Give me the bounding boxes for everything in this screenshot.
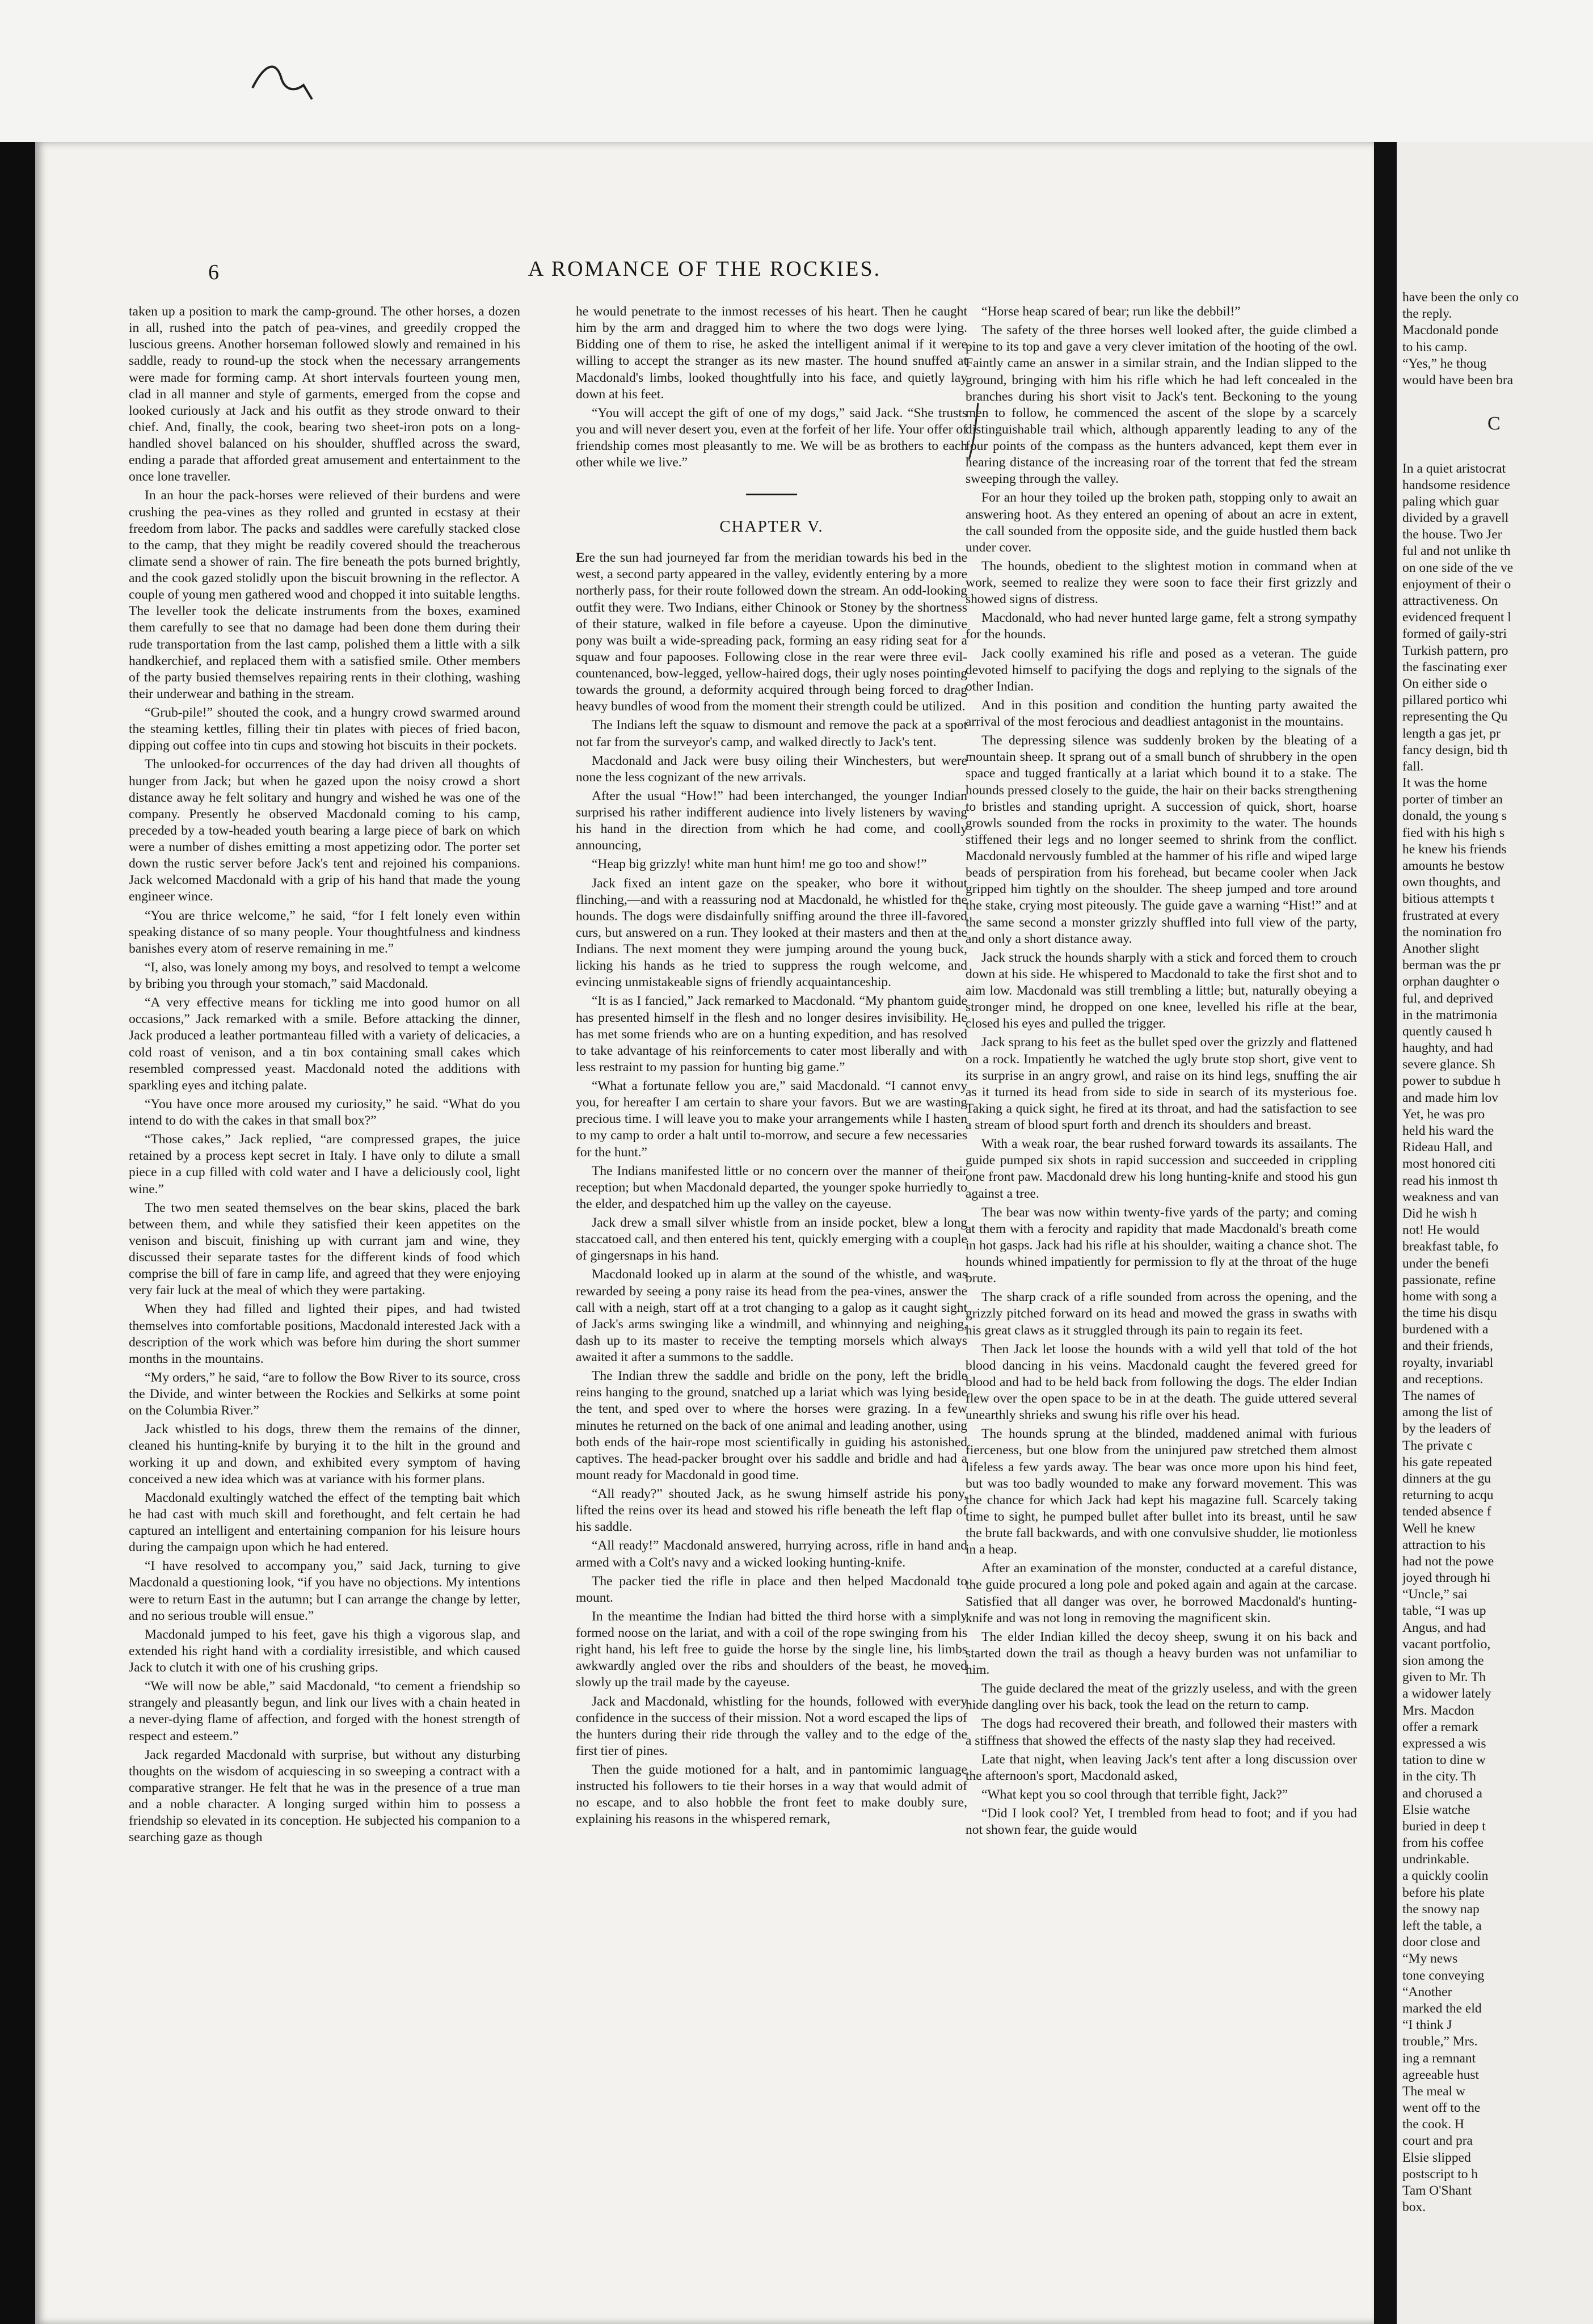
adjacent-page-line: sion among the bbox=[1402, 1653, 1484, 1668]
adjacent-page-line: the time his disqu bbox=[1402, 1306, 1497, 1321]
paragraph: Ere the sun had journeyed far from the meridian towards his bed in the west, a second party appeared in the valley, evidently entering by a more northerly pass, for their route followed down the stream. An odd-looking outfit they were. Two Indians, either Chinook or Stoney by the shortness of their stature, walked in file before a cayeuse. Upon the diminutive pony was built a wide-spreading pack, forming an easy riding seat for a squaw and four papooses. Following close in the rear were three evil-countenanced, bow-legged, yellow-haired dogs, their ugly noses pointing towards the ground, a deformity acquired through being forced to drag heavy bundles of wood from the moment their strength could be utilized. bbox=[576, 550, 967, 714]
adjacent-page-line: length a gas jet, pr bbox=[1402, 726, 1501, 741]
paragraph: “We will now be able,” said Macdonald, “to cement a friendship so strangely and pleasantly begun, and link our lives with a chain heated in a never-dying flame of affection, and forged with the honest strength of respect and esteem.” bbox=[129, 1679, 520, 1744]
adjacent-page-line: frustrated at every bbox=[1402, 908, 1499, 923]
paragraph: Jack regarded Macdonald with surprise, but without any disturbing thoughts on the wisdom of acquiescing in so sweeping a contract with a comparative stranger. He felt that he was in the presence of a true man and a noble character. A longing surged within him to possess a friendship so elevated in its conception. He subjected his companion to a searching gaze as though bbox=[129, 1747, 520, 1845]
adjacent-page-line: tone conveying bbox=[1402, 1968, 1485, 1983]
page-gutter bbox=[1374, 142, 1397, 2324]
text-column-2 bbox=[576, 304, 967, 2233]
adjacent-page-line: a widower lately bbox=[1402, 1686, 1491, 1702]
adjacent-page-line: before his plate bbox=[1402, 1885, 1485, 1900]
adjacent-page-fragment bbox=[1397, 142, 1593, 2324]
paragraph: The safety of the three horses well looked after, the guide climbed a pine to its top and gave a very clever imitation of the hooting of the owl. Faintly came an answer in a similar strain, and the Indian slipped to the ground, bringing with him his rifle which he had left concealed in the branches during his short visit to Jack's tent. Beckoning to the young men to follow, he commenced the ascent of the slope by a scarcely distinguishable trail which, although apparently leading to any of the four points of the compass as the hunters advanced, kept them ever in hearing distance of the increasing roar of the torrent that fed the stream sweeping through the valley. bbox=[966, 323, 1357, 487]
text-column-1 bbox=[129, 304, 520, 2233]
adjacent-page-line: most honored citi bbox=[1402, 1156, 1496, 1172]
adjacent-page-line: and made him lov bbox=[1402, 1090, 1499, 1105]
adjacent-page-line: door close and bbox=[1402, 1935, 1481, 1950]
adjacent-page-line: the reply. bbox=[1402, 306, 1452, 322]
adjacent-page-line: held his ward the bbox=[1402, 1123, 1494, 1138]
adjacent-page-line: evidenced frequent l bbox=[1402, 610, 1511, 625]
adjacent-page-line: ful and not unlike th bbox=[1402, 544, 1511, 559]
adjacent-page-line: ful, and deprived bbox=[1402, 991, 1493, 1006]
adjacent-page-line: marked the eld bbox=[1402, 2001, 1482, 2016]
adjacent-page-line: and receptions. bbox=[1402, 1371, 1484, 1387]
paragraph: The two men seated themselves on the bear skins, placed the bark between them, and while they satisfied their keen appetites on the venison and biscuit, finishing up with currant jam and wine, they discussed their separate tastes for the different kinds of food which comprise the bill of fare in camp life, and agreed that they were enjoying very fair luck at the meal of which they were partaking. bbox=[129, 1200, 520, 1298]
adjacent-page-line: trouble,” Mrs. bbox=[1402, 2034, 1478, 2049]
adjacent-page-line: expressed a wis bbox=[1402, 1736, 1486, 1751]
adjacent-page-line: Mrs. Macdon bbox=[1402, 1703, 1474, 1718]
adjacent-page-line: the snowy nap bbox=[1402, 1901, 1480, 1917]
paragraph: Macdonald jumped to his feet, gave his thigh a vigorous slap, and extended his right hand with a cordiality irresistible, and which caused Jack to clutch it with one of his crushing grips. bbox=[129, 1627, 520, 1675]
adjacent-page-line: court and pra bbox=[1402, 2133, 1473, 2149]
adjacent-page-line: The meal w bbox=[1402, 2083, 1465, 2099]
adjacent-page-line: vacant portfolio, bbox=[1402, 1636, 1491, 1652]
adjacent-page-line: Angus, and had bbox=[1402, 1620, 1486, 1635]
adjacent-page-line: Another slight bbox=[1402, 941, 1480, 956]
paragraph: Jack drew a small silver whistle from an inside pocket, blew a long staccatoed call, and then entered his tent, quickly emerging with a couple of gingersnaps in his hand. bbox=[576, 1215, 967, 1264]
adjacent-page-line: read his inmost th bbox=[1402, 1173, 1498, 1188]
adjacent-page-line: enjoyment of their o bbox=[1402, 576, 1511, 592]
paragraph: After an examination of the monster, conducted at a careful distance, the guide procured a long pole and poked again and again at the carcase. Satisfied that all danger was over, he borrowed Macdonald's hunting-knife and was not long in removing the magnificent skin. bbox=[966, 1561, 1357, 1626]
pen-scrawl-mark bbox=[250, 54, 318, 105]
adjacent-page-line: tended absence f bbox=[1402, 1504, 1491, 1519]
page-number: 6 bbox=[208, 260, 219, 284]
paragraph: Macdonald, who had never hunted large game, felt a strong sympathy for the hounds. bbox=[966, 611, 1357, 642]
adjacent-page-line bbox=[1402, 389, 1593, 405]
adjacent-page-line: under the benefi bbox=[1402, 1256, 1489, 1271]
paragraph: “I, also, was lonely among my boys, and resolved to tempt a welcome by bribing you through your stomach,” said Macdonald. bbox=[129, 959, 520, 991]
adjacent-page-line: handsome residence bbox=[1402, 477, 1510, 492]
adjacent-page-line: In a quiet aristocrat bbox=[1402, 461, 1506, 476]
running-head: A ROMANCE OF THE ROCKIES. bbox=[528, 257, 882, 281]
adjacent-page-line: fancy design, bid th bbox=[1402, 742, 1508, 757]
paragraph: The Indian threw the saddle and bridle on the pony, left the bridle reins hanging to the ground, snatched up a lariat which was lying beside the tent, and sped over to where the horses were grazing. In a few minutes he returned on the back of one animal and leading another, using both ends of the hair-rope most scientifically in guiding his astonished captives. The head-packer brought over his saddle and bridle and had a mount ready for Macdonald in good time. bbox=[576, 1369, 967, 1483]
adjacent-page-line: Turkish pattern, pro bbox=[1402, 643, 1508, 658]
adjacent-page-line: on one side of the ve bbox=[1402, 560, 1514, 575]
paragraph: “All ready?” shouted Jack, as he swung himself astride his pony, lifted the reins over its head and stowed his rifle beneath the left flap of his saddle. bbox=[576, 1487, 967, 1535]
adjacent-page-line: fall. bbox=[1402, 759, 1424, 774]
paragraph: The depressing silence was suddenly broken by the bleating of a mountain sheep. It sprang out of a small bunch of shrubbery in the open space and tugged frantically at a lariat which bound it to a stake. The hounds pressed closely to the guide, the hair on their backs strengthening to bristles and standing upright. A succession of quick, short, hoarse growls sounded from the rocks in proximity to the water. The hounds stiffened their legs and no longer seemed to shrink from the conflict. Macdonald nervously fumbled at the hammer of his rifle and wiped large beads of perspiration from his forehead, but became cooler when Jack gripped him tightly on the shoulder. The sheep jumped and tore around the stake, crying most piteously. The guide gave a warning “Hist!” and at the same second a monster grizzly shuffled into full view of the party, and only a short distance away. bbox=[966, 733, 1357, 946]
adjacent-page-line: postscript to h bbox=[1402, 2166, 1478, 2182]
adjacent-page-line: not! He would bbox=[1402, 1223, 1480, 1238]
adjacent-page-line: dinners at the gu bbox=[1402, 1471, 1491, 1486]
paragraph: Macdonald looked up in alarm at the sound of the whistle, and was rewarded by seeing a pony raise its head from the pea-vines, answer the call with a neigh, start off at a trot changing to a galop as it caught sight of Jack's arms swinging like a windmill, and whinnying and neighing, dash up to its master to receive the tempting morsels which always awaited it after a summons to the saddle. bbox=[576, 1267, 967, 1365]
paragraph: The packer tied the rifle in place and then helped Macdonald to mount. bbox=[576, 1573, 967, 1605]
paragraph: “You have once more aroused my curiosity,” he said. “What do you intend to do with the cakes in that small box?” bbox=[129, 1096, 520, 1128]
paragraph: The guide declared the meat of the grizzly useless, and with the green hide dangling over his back, took the lead on the return to camp. bbox=[966, 1681, 1357, 1713]
paragraph: The bear was now within twenty-five yards of the party; and coming at them with a ferocity and rapidity that made Macdonald's breath come in hot gasps. Jack had his rifle at his shoulder, waiting a chance shot. The hounds whined impatiently for permission to fly at the throat of the huge brute. bbox=[966, 1205, 1357, 1286]
adjacent-page-line: Yet, he was pro bbox=[1402, 1106, 1485, 1122]
adjacent-page-line: “My news bbox=[1402, 1951, 1458, 1967]
top-margin bbox=[0, 0, 1593, 142]
paragraph: The dogs had recovered their breath, and followed their masters with a stiffness that showed the effects of the nasty slap they had received. bbox=[966, 1716, 1357, 1748]
paragraph: “A very effective means for tickling me into good humor on all occasions,” Jack remarked with a smile. Before attacking the dinner, Jack produced a leather portmanteau filled with a variety of delicacies, a cold roast of venison, and a tin box containing small cakes which resembled compressed yeast. Macdonald noted the additions with sparkling eyes and itching palate. bbox=[129, 995, 520, 1093]
paragraph: With a weak roar, the bear rushed forward towards its assailants. The guide pumped six shots in rapid succession and succeeded in crippling one front paw. Macdonald drew his long hunting-knife and stood his gun against a tree. bbox=[966, 1136, 1357, 1201]
adjacent-page-line: fied with his high s bbox=[1402, 825, 1505, 840]
adjacent-page-line: amounts he bestow bbox=[1402, 858, 1505, 873]
paragraph: Jack sprang to his feet as the bullet sped over the grizzly and flattened on a rock. Impatiently he watched the ugly brute stop short, give vent to its surprise in an angry growl, and raise on its hind legs, snuffing the air as it turned its head from side to side in search of its mysterious foe. Taking a quick sight, he fired at its throat, and had the satisfaction to see a stream of blood spurt forth and drench its shoulders and breast. bbox=[966, 1035, 1357, 1132]
paragraph: In an hour the pack-horses were relieved of their burdens and were crushing the pea-vines as they rolled and grunted in ecstasy at their freedom from labor. The packs and saddles were carefully stacked close to the camp, that they might be readily covered should the treacherous climate send a shower of rain. The fire beneath the pots burned brightly, and the cook gazed stolidly upon the biscuit browning in the reflector. A couple of young men gathered wood and chopped it into suitable lengths. The leveller took the delicate instruments from the boxes, examined them carefully to see that no damage had been done them during their rude transportation from the last camp, polished them a little with a silk handkerchief, and replaced them with a satisfied smile. Other members of the party busied themselves repairing rents in their clothing, washing their underwear and bathing in the stream. bbox=[129, 488, 520, 701]
adjacent-page-line: own thoughts, and bbox=[1402, 875, 1501, 890]
paragraph: Late that night, when leaving Jack's tent after a long discussion over the afternoon's sport, Macdonald asked, bbox=[966, 1752, 1357, 1783]
adjacent-page-line bbox=[1402, 444, 1593, 460]
adjacent-page-line: had not the powe bbox=[1402, 1553, 1494, 1569]
adjacent-page-line: table, “I was up bbox=[1402, 1603, 1486, 1619]
adjacent-page-line: have been the only co bbox=[1402, 290, 1519, 305]
adjacent-page-line: “Yes,” he thoug bbox=[1402, 356, 1487, 371]
paragraph: In the meantime the Indian had bitted the third horse with a simply formed noose on the lariat, and with a coil of the rope swinging from his right hand, his left free to guide the horse by the single line, his limbs awkwardly angled over the ribs and shoulders of the beast, he moved slowly up the trail made by the cayeuse. bbox=[576, 1609, 967, 1690]
paragraph: The unlooked-for occurrences of the day had driven all thoughts of hunger from Jack; but when he gazed upon the noisy crowd a short distance away he felt solitary and hungry and wished he was one of the company. Presently he observed Macdonald coming to his camp, preceded by a tow-headed youth bearing a large piece of bark on which were a number of dishes emitting a most appetizing odor. The porter set down the rustic server before Jack's tent and rejoined his companions. Jack welcomed Macdonald with a grip of his hand that made the young engineer wince. bbox=[129, 757, 520, 904]
paragraph: The hounds, obedient to the slightest motion in command when at work, seemed to realize they were soon to face their first grizzly and showed signs of distress. bbox=[966, 558, 1357, 607]
adjacent-page-line: a quickly coolin bbox=[1402, 1868, 1489, 1884]
paragraph: Macdonald and Jack were busy oiling their Winchesters, but were none the less cognizant of the new arrivals. bbox=[576, 753, 967, 785]
paragraph: “Horse heap scared of bear; run like the debbil!” bbox=[981, 304, 1241, 319]
paragraph: Jack coolly examined his rifle and posed as a veteran. The guide devoted himself to pacifying the dogs and replying to the signals of the other Indian. bbox=[966, 646, 1357, 694]
adjacent-page-line: went off to the bbox=[1402, 2100, 1481, 2116]
adjacent-page-line: The names of bbox=[1402, 1388, 1475, 1403]
adjacent-page-line: Rideau Hall, and bbox=[1402, 1140, 1493, 1155]
adjacent-page-line: returning to acqu bbox=[1402, 1488, 1494, 1503]
adjacent-page-line: among the list of bbox=[1402, 1405, 1493, 1420]
adjacent-page-line: Elsie watche bbox=[1402, 1802, 1470, 1817]
paragraph: “I have resolved to accompany you,” said Jack, turning to give Macdonald a questioning look, “if you have no objections. My intentions were to return East in the autumn; but I can arrange the change by letter, and no serious trouble will ensue.” bbox=[129, 1559, 520, 1623]
adjacent-page-line: “Another bbox=[1402, 1984, 1452, 1999]
adjacent-page-line: Tam O'Shant bbox=[1402, 2183, 1472, 2198]
paragraph: Jack struck the hounds sharply with a stick and forced them to crouch down at his side. He whispered to Macdonald to take the first shot and to aim low. Macdonald was still trembling a little; but, naturally obeying a stronger mind, he dropped on one knee, levelled his rifle at the bear, closed his eyes and pulled the trigger. bbox=[966, 950, 1357, 1032]
paragraph: “Heap big grizzly! white man hunt him! me go too and show!” bbox=[592, 857, 927, 872]
adjacent-page-line: Well he knew bbox=[1402, 1521, 1476, 1536]
adjacent-page-line: Did he wish h bbox=[1402, 1206, 1477, 1221]
adjacent-page-line: buried in deep t bbox=[1402, 1818, 1486, 1834]
paragraph: “Grub-pile!” shouted the cook, and a hungry crowd swarmed around the steaming kettles, filling their tin plates with pieces of fried bacon, dipping out coffee into tin cups and stowing hot biscuits in their pockets. bbox=[129, 705, 520, 753]
adjacent-page-line: in the city. Th bbox=[1402, 1769, 1476, 1784]
adjacent-page-line: royalty, invariabl bbox=[1402, 1355, 1494, 1370]
adjacent-page-line: to his camp. bbox=[1402, 339, 1468, 355]
paragraph: Jack and Macdonald, whistling for the hounds, followed with every confidence in the success of their mission. Not a word escaped the lips of the hunters during their ride through the valley and to the edge of the first tier of pines. bbox=[576, 1694, 967, 1758]
adjacent-page-line: bitious attempts t bbox=[1402, 891, 1494, 907]
adjacent-page-line: porter of timber an bbox=[1402, 792, 1503, 807]
paragraph: The elder Indian killed the decoy sheep, swung it on his back and started down the trail as though a heavy burden was not unfamiliar to him. bbox=[966, 1629, 1357, 1677]
adjacent-page-line: tation to dine w bbox=[1402, 1753, 1486, 1768]
paragraph: Then the guide motioned for a halt, and in pantomimic language instructed his followers to tie their horses in a way that would admit of no escape, and to also hobble the front feet to make doubly sure, explaining his reasons in the whispered remark, bbox=[576, 1762, 967, 1827]
adjacent-page-line: and chorused a bbox=[1402, 1786, 1482, 1801]
adjacent-page-line: would have been bra bbox=[1402, 372, 1514, 388]
adjacent-page-line: weakness and van bbox=[1402, 1189, 1499, 1205]
paragraph: “You will accept the gift of one of my dogs,” said Jack. “She trusts you and will never desert you, even at the forfeit of her life. Your offer of friendship comes most pleasantly to me. We will be as brothers to each other while we live.” bbox=[576, 405, 967, 470]
adjacent-page-line: “I think J bbox=[1402, 2018, 1452, 2033]
adjacent-page-line: ing a remnant bbox=[1402, 2051, 1476, 2066]
adjacent-page-line: the fascinating exer bbox=[1402, 659, 1507, 675]
adjacent-page-line: C bbox=[1487, 413, 1501, 435]
adjacent-page-line: burdened with a bbox=[1402, 1322, 1489, 1337]
paragraph: When they had filled and lighted their pipes, and had twisted themselves into comfortable positions, Macdonald interested Jack with a description of the work which was before him during the short summer months in the mountains. bbox=[129, 1302, 520, 1366]
adjacent-page-line: formed of gaily-stri bbox=[1402, 626, 1507, 642]
paragraph: “Did I look cool? Yet, I trembled from head to foot; and if you had not shown fear, the guide would bbox=[966, 1806, 1357, 1838]
adjacent-page-line: box. bbox=[1402, 2200, 1426, 2215]
adjacent-page-line: agreeable hust bbox=[1402, 2067, 1480, 2082]
adjacent-page-line: the house. Two Jer bbox=[1402, 527, 1502, 542]
adjacent-page-line: paling which guar bbox=[1402, 494, 1499, 509]
adjacent-page-line: pillared portico whi bbox=[1402, 693, 1508, 708]
paragraph: After the usual “How!” had been interchanged, the younger Indian surprised his rather indifferent audience into lively listeners by waving his hand in the direction from which he had come, and coolly announcing, bbox=[576, 788, 967, 853]
adjacent-page-line: The private c bbox=[1402, 1438, 1473, 1453]
paragraph: The sharp crack of a rifle sounded from across the opening, and the grizzly pitched forward on its head and mowed the grass in swaths with his great claws as it struggled through its pain to regain its feet. bbox=[966, 1290, 1357, 1338]
adjacent-page-line: by the leaders of bbox=[1402, 1421, 1491, 1437]
newspaper-page bbox=[35, 142, 1374, 2324]
paragraph: The Indians manifested little or no concern over the manner of their reception; but when Macdonald departed, the younger spoke hurriedly to the elder, and despatched him up the valley on the cayeuse. bbox=[576, 1163, 967, 1211]
adjacent-page-line: power to subdue h bbox=[1402, 1073, 1501, 1089]
adjacent-page-line: given to Mr. Th bbox=[1402, 1670, 1486, 1685]
adjacent-page-line: It was the home bbox=[1402, 776, 1487, 791]
adjacent-page-line: breakfast table, fo bbox=[1402, 1239, 1498, 1254]
paragraph: Then Jack let loose the hounds with a wild yell that told of the hot blood dancing in his veins. Macdonald caught the fevered greed for blood and had to be held back from following the dogs. The elder Indian flew over the open space to be in at the death. The guide uttered several unearthly shrieks and swung his rifle over his head. bbox=[966, 1341, 1357, 1423]
adjacent-page-line: the nomination fro bbox=[1402, 924, 1502, 940]
adjacent-page-line: from his coffee bbox=[1402, 1835, 1484, 1851]
adjacent-page-line: attractiveness. On bbox=[1402, 593, 1498, 608]
adjacent-page-column bbox=[1402, 289, 1593, 2216]
paragraph: taken up a position to mark the camp-ground. The other horses, a dozen in all, rushed into the patch of pea-vines, and greedily cropped the luscious greens. Another horseman followed slowly and remained in his saddle, ready to round-up the stock when the necessary arrangements were made for forming camp. At short intervals fourteen young men, clad in all manner and style of garments, emerged from the copse and looked curiously at Jack and his outfit as they strode onward to their chief. And, finally, the cook, bearing two sheet-iron pots on a long-handled shovel balanced on his shoulder, shuffled across the sward, ending a parade that afforded great amusement and entertainment to the once lone traveller. bbox=[129, 304, 520, 485]
paragraph: And in this position and condition the hunting party awaited the arrival of the most ferocious and deadliest antagonist in the mountains. bbox=[966, 697, 1357, 729]
adjacent-page-line: home with song a bbox=[1402, 1289, 1497, 1304]
adjacent-page-line: orphan daughter o bbox=[1402, 974, 1499, 990]
paragraph: The Indians left the squaw to dismount and remove the pack at a spot not far from the surveyor's camp, and walked directly to Jack's tent. bbox=[576, 718, 967, 750]
paragraph: “Those cakes,” Jack replied, “are compressed grapes, the juice retained by a process kept secret in Italy. I have only to dilute a small piece in a cup filled with cold water and I have a deliciously cool, light wine.” bbox=[129, 1132, 520, 1197]
chapter-divider-rule bbox=[746, 494, 797, 495]
adjacent-page-line: haughty, and had bbox=[1402, 1041, 1493, 1056]
paragraph: The hounds sprung at the blinded, maddened animal with furious fierceness, but one blow from the uninjured paw stretched them almost lifeless a few yards away. The bear was once more upon his hind feet, but was too badly wounded to make any forward movement. This was the chance for which Jack had kept his magazine full. Scarcely taking time to sight, he pumped bullet after bullet into its breast, until he saw the brute fall backwards, and with one convulsive shudder, lie motionless in a heap. bbox=[966, 1426, 1357, 1557]
adjacent-page-line: berman was the pr bbox=[1402, 958, 1501, 973]
adjacent-page-line: divided by a gravell bbox=[1402, 511, 1509, 526]
adjacent-page-line: attraction to his bbox=[1402, 1537, 1486, 1552]
paragraph: Macdonald exultingly watched the effect of the tempting bait which he had cast with much skill and forethought, and felt certain he had captured an intelligent and entertaining companion for his leisure hours during the campaign upon which he had entered. bbox=[129, 1490, 520, 1555]
adjacent-page-line: undrinkable. bbox=[1402, 1852, 1470, 1867]
paragraph: For an hour they toiled up the broken path, stopping only to await an answering hoot. As they entered an opening of about an acre in extent, the call sounded from the opposite side, and the guide hustled them back under cover. bbox=[966, 490, 1357, 555]
adjacent-page-line: left the table, a bbox=[1402, 1918, 1482, 1933]
adjacent-page-line: “Uncle,” sai bbox=[1402, 1587, 1468, 1602]
adjacent-page-line: the cook. H bbox=[1402, 2117, 1464, 2132]
adjacent-page-line: his gate repeated bbox=[1402, 1454, 1492, 1470]
binding-edge bbox=[0, 142, 35, 2324]
paragraph: “You are thrice welcome,” he said, “for I felt lonely even within speaking distance of so many people. Your thoughtfulness and kindness banishes every atom of reserve remaining in me.” bbox=[129, 908, 520, 956]
pen-stroke-mark bbox=[966, 400, 983, 462]
adjacent-page-line: passionate, refine bbox=[1402, 1272, 1496, 1287]
adjacent-page-line: donald, the young s bbox=[1402, 809, 1507, 824]
paragraph: “It is as I fancied,” Jack remarked to Macdonald. “My phantom guide has presented himself in the flesh and no longer desires invisibility. He has met some friends who are on a hunting expedition, and has resolved to take advantage of his reinforcements to cater most liberally and with less restraint to my passion for hunting big game.” bbox=[576, 993, 967, 1075]
adjacent-page-line: Elsie slipped bbox=[1402, 2150, 1471, 2165]
adjacent-page-line: On either side o bbox=[1402, 676, 1487, 691]
adjacent-page-line: Macdonald ponde bbox=[1402, 323, 1499, 338]
adjacent-page-line: he knew his friends bbox=[1402, 841, 1507, 857]
paragraph: “All ready!” Macdonald answered, hurrying across, rifle in hand and armed with a Colt's navy and a wicked looking hunting-knife. bbox=[576, 1538, 967, 1570]
chapter-heading: CHAPTER V. bbox=[719, 517, 824, 536]
text-column-3 bbox=[966, 304, 1357, 2233]
paragraph: Jack whistled to his dogs, threw them the remains of the dinner, cleaned his hunting-knife by burying it to the hilt in the ground and working it up and down, and exhibited every symptom of having conceived a new idea which was at variance with his former plans. bbox=[129, 1422, 520, 1487]
paragraph: “What a fortunate fellow you are,” said Macdonald. “I cannot envy you, for hereafter I am certain to share your favors. But we are wasting precious time. I will leave you to make your arrangements while I hasten to my camp to order a halt until to-morrow, and secure a few necessaries for the hunt.” bbox=[576, 1079, 967, 1160]
adjacent-page-line: offer a remark bbox=[1402, 1719, 1478, 1734]
adjacent-page-line: quently caused h bbox=[1402, 1024, 1492, 1039]
adjacent-page-line: joyed through hi bbox=[1402, 1571, 1491, 1586]
adjacent-page-line: in the matrimonia bbox=[1402, 1007, 1498, 1022]
paragraph: “What kept you so cool through that terrible fight, Jack?” bbox=[981, 1787, 1288, 1802]
adjacent-page-line: severe glance. Sh bbox=[1402, 1057, 1495, 1072]
adjacent-page-line: representing the Qu bbox=[1402, 709, 1508, 725]
paragraph: “My orders,” he said, “are to follow the Bow River to its source, cross the Divide, and winter between the Rockies and Selkirks at some point on the Columbia River.” bbox=[129, 1370, 520, 1418]
paragraph: he would penetrate to the inmost recesses of his heart. Then he caught him by the arm and dragged him to where the two dogs were lying. Bidding one of them to rise, he asked the intelligent animal if it were willing to accept the stranger as its new master. The hound snuffed at Macdonald's limbs, looked thoughtfully into his face, and quietly lay down at his feet. bbox=[576, 304, 967, 402]
adjacent-page-line: and their friends, bbox=[1402, 1338, 1493, 1354]
paragraph: Jack fixed an intent gaze on the speaker, who bore it without flinching,—and with a reassuring nod at Macdonald, he whistled for the hounds. The dogs were disdainfully sniffing around the three ill-favored curs, but answered on a run. They looked at their masters and then at the Indians. The next moment they were jumping around the young buck, licking his hands as he tried to suppress the rough welcome, and evincing unmistakeable signs of friendly acquaintanceship. bbox=[576, 875, 967, 990]
